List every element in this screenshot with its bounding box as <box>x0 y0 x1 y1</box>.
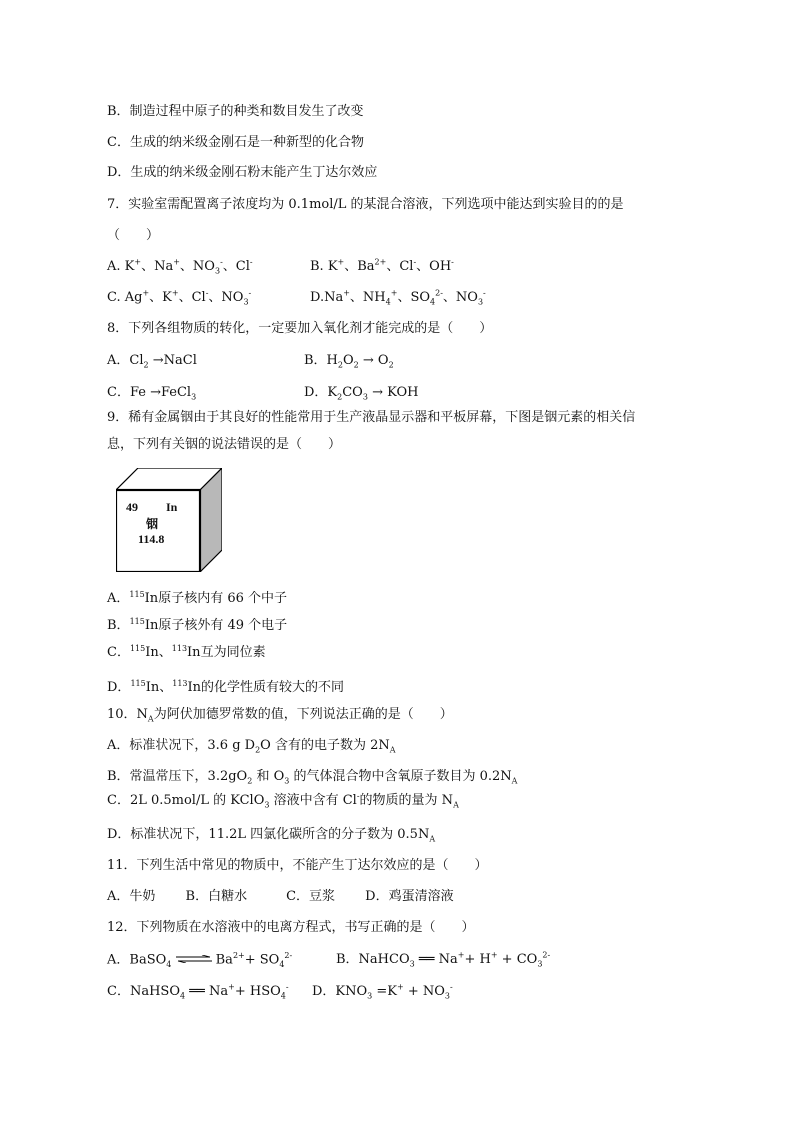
q9-option-b: B．$^{115}$In原子核外有 49 个电子 <box>107 617 288 633</box>
q8-option-c: C．Fe →FeCl$_3$ <box>107 385 197 402</box>
q9-stem-line2: 息，下列有关铟的说法错误的是（ ） <box>107 437 342 452</box>
q7-option-d: D.Na+、$NH_4^+$、$SO_4^{2-}$、$NO_3^-$ <box>310 288 486 307</box>
element-symbol: In <box>166 500 178 514</box>
q10-option-c: C．2L 0.5mol/L 的 KClO$_3$ 溶液中含有 Cl-的物质的量为 $N_A$ <box>107 791 459 810</box>
q12-option-c: C．NaHSO$_4$ ══ $Na^++ HSO_4^-$ <box>107 982 289 1001</box>
element-name: 铟 <box>146 517 159 531</box>
q7-option-c: C. Ag+、K+、Cl-、$NO_3^-$ <box>107 288 252 307</box>
q12-option-b: B．NaHCO$_3$ ══ $Na^++ H^+ + CO_3^{2-}$ <box>336 950 551 969</box>
q12-stem: 12．下列物质在水溶液中的电离方程式，书写正确的是（ ） <box>107 920 475 935</box>
q12-option-a: A．BaSO$_4$ $Ba^{2+}+ SO_4^{2-}$ <box>107 951 293 970</box>
q10-option-a: A．标准状况下，3.6 g $D_2O$ 含有的电子数为 $2N_A$ <box>107 738 396 755</box>
element-card <box>116 468 222 572</box>
element-cube-graphic <box>116 468 222 572</box>
atomic-mass: 114.8 <box>138 532 165 546</box>
q6-option-d: D．生成的纳米级金刚石粉末能产生丁达尔效应 <box>107 165 378 180</box>
q9-option-d: D．$^{115}$In、$^{113}$In的化学性质有较大的不同 <box>107 679 345 695</box>
q8-option-a: A．$Cl_2$ →NaCl <box>107 353 197 370</box>
q12-option-d: D．$KNO_3 =K^+ + NO_3^-$ <box>312 982 453 1001</box>
q10-stem: 10．$N_A$为阿伏加德罗常数的值，下列说法正确的是（ ） <box>107 707 453 724</box>
q9-stem-line1: 9．稀有金属铟由于其良好的性能常用于生产液晶显示器和平板屏幕，下图是铟元素的相关信 <box>107 410 636 425</box>
atomic-number: 49 <box>126 500 138 514</box>
q7-option-b: B. K+、$Ba^{2+}$、Cl-、OH- <box>310 257 454 274</box>
q9-option-c: C．$^{115}$In、$^{113}$In互为同位素 <box>107 644 266 660</box>
q10-option-d: D．标准状况下，11.2L 四氯化碳所含的分子数为 $0.5N_A$ <box>107 827 436 844</box>
q7-stem: 7．实验室需配置离子浓度均为 0.1mol/L 的某混合溶液，下列选项中能达到实验目的的是 <box>107 197 624 212</box>
q10-option-b: B．常温常压下，$3.2gO_2$ 和 $O_3$ 的气体混合物中含氧原子数目为 $0.2N_A$ <box>107 769 518 786</box>
q8-option-d: D．$K_2CO_3$ → KOH <box>304 385 419 402</box>
q7-answer-paren: （ ） <box>107 228 160 243</box>
q6-option-c: C．生成的纳米级金刚石是一种新型的化合物 <box>107 135 364 150</box>
q9-option-a: A．$^{115}$In原子核内有 66 个中子 <box>107 590 287 606</box>
q6-option-b: B．制造过程中原子的种类和数目发生了改变 <box>107 104 364 119</box>
q11-stem: 11．下列生活中常见的物质中，不能产生丁达尔效应的是（ ） <box>107 858 488 873</box>
q11-options: A．牛奶 B．白糖水 C．豆浆 D．鸡蛋清溶液 <box>107 889 454 904</box>
q8-stem: 8．下列各组物质的转化，一定要加入氧化剂才能完成的是（ ） <box>107 321 493 336</box>
q8-option-b: B．$H_2O_2 \to O_2$ <box>304 353 394 370</box>
q7-option-a: A. K+、Na+、$NO_3^-$、Cl- <box>107 257 253 276</box>
